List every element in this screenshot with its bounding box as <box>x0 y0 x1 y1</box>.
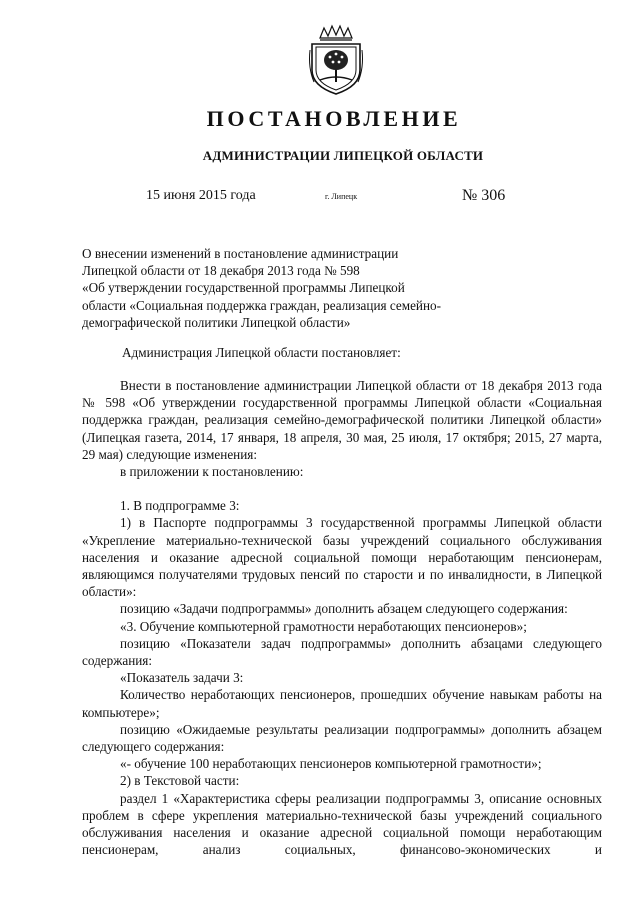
decree-statement: Администрация Липецкой области постановляет: <box>122 345 401 360</box>
document-city: г. Липецк <box>325 192 358 201</box>
body-paragraph: «- обучение 100 неработающих пенсионеров компьютерной грамотности»; <box>120 756 542 772</box>
document-title: ПОСТАНОВЛЕНИЕ <box>206 106 462 131</box>
body-paragraph: позицию «Задачи подпрограммы» дополнить абзацем следующего содержания: <box>120 601 568 617</box>
body-paragraph: позицию «Ожидаемые результаты реализации подпрограммы» дополнить абзацем следующего содержания: <box>82 721 602 755</box>
document-number: № 306 <box>462 187 506 204</box>
body-paragraph: Внести в постановление администрации Липецкой области от 18 декабря 2013 года № 598 «Об утверждении государственной программы Липецкой области «Социальная поддержка граждан, реализация семейно-демографической политики Липецкой области» (Липецкая газета, 2014, 17 января, 18 апреля, 30 мая, 25 июля, 17 октября; 2015, 27 марта, 29 мая) следующие изменения: <box>82 378 602 462</box>
body-paragraph: 1. В подпрограмме 3: <box>120 498 240 514</box>
document-date: 15 июня 2015 года <box>146 188 256 203</box>
body-paragraph: 2) в Текстовой части: <box>120 773 240 789</box>
document-subject <box>82 245 482 331</box>
subject-line: области «Социальная поддержка граждан, реализация семейно- <box>82 297 442 313</box>
body-paragraph: в приложении к постановлению: <box>120 464 304 480</box>
body-paragraph: Количество неработающих пенсионеров, прошедших обучение навыкам работы на компьютере»; <box>82 687 602 720</box>
body-paragraph: раздел 1 «Характеристика сферы реализации подпрограммы 3, описание основных проблем в сфере укрепления материально-технической базы учреждений социального обслуживания населения и оказание адресной социальной помощи неработающим пенсионерам, анализ социальных, финансово-экономических и <box>82 790 602 858</box>
document-body <box>82 377 602 858</box>
body-paragraph: «3. Обучение компьютерной грамотности неработающих пенсионеров»; <box>120 618 527 634</box>
subject-line: «Об утверждении государственной программы Липецкой <box>82 280 405 296</box>
coat-of-arms-emblem <box>306 24 366 96</box>
issuing-authority: АДМИНИСТРАЦИИ ЛИПЕЦКОЙ ОБЛАСТИ <box>202 148 484 163</box>
subject-line: Липецкой области от 18 декабря 2013 года № 598 <box>82 263 360 279</box>
body-paragraph: «Показатель задачи 3: <box>120 670 244 686</box>
subject-line: демографической политики Липецкой области» <box>82 314 351 330</box>
subject-line: О внесении изменений в постановление администрации <box>82 246 399 261</box>
body-paragraph: позицию «Показатели задач подпрограммы» дополнить абзацами следующего содержания: <box>82 635 602 669</box>
body-paragraph: 1) в Паспорте подпрограммы 3 государственной программы Липецкой области «Укрепление материально-технической базы учреждений социального обслуживания населения и оказание адресной социальной помощи неработающим пенсионерам, являющимся получателями трудовых пенсий по старости и по инвалидности, в Липецкой области»: <box>82 515 602 600</box>
